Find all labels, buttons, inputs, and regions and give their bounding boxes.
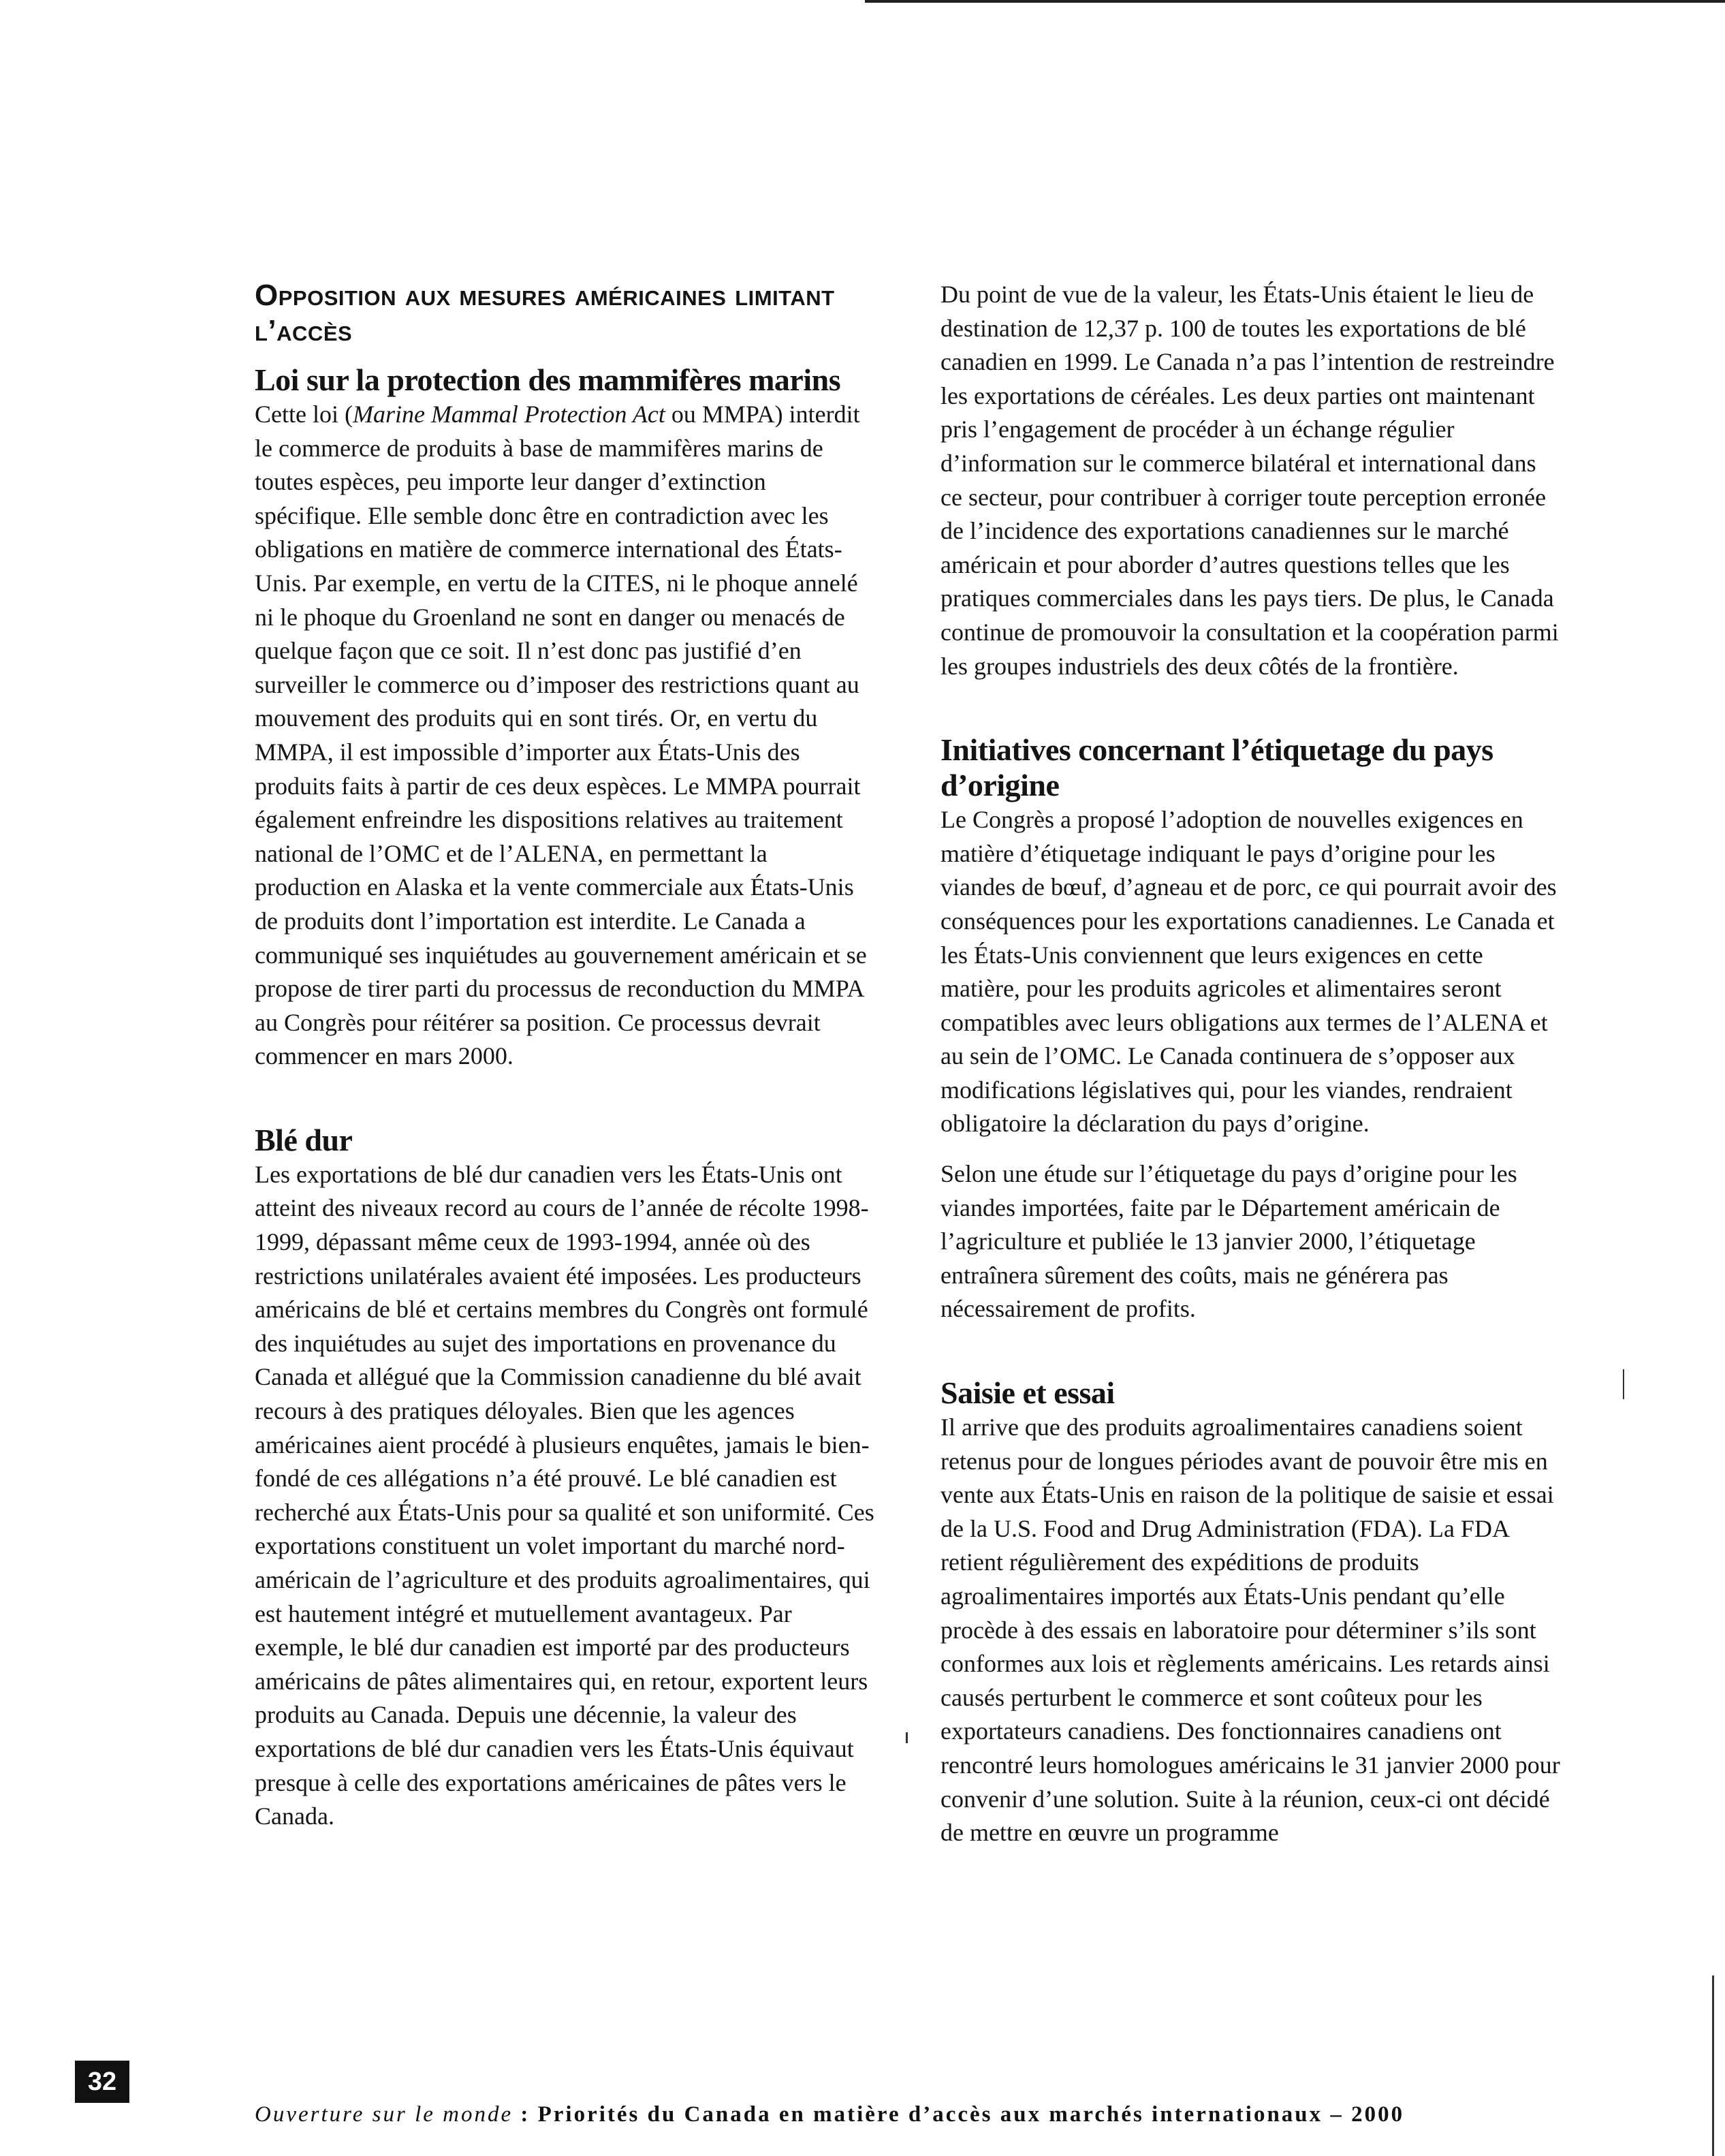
etiquetage-paragraph-2: Selon une étude sur l’étiquetage du pays d’origine pour les viandes importées, faite par le Département américain de l’agriculture et publiée le 13 janvier 2000, l’étiquetage entraînera sûrement des coûts, mais ne générera pas nécessairement de profits. [940, 1160, 1517, 1323]
section-heading: Opposition aux mesures américaines limitant l’accès [255, 279, 835, 347]
page-number: 32 [75, 2061, 129, 2103]
running-footer [255, 2101, 1549, 2128]
left-column [255, 278, 874, 1834]
mmpa-paragraph [255, 398, 874, 1074]
etiquetage-paragraph-1: Le Congrès a proposé l’adoption de nouvelles exigences en matière d’étiquetage indiquant le pays d’origine pour les viandes de bœuf, d’agneau et de porc, ce qui pourrait avoir des conséquences pour les exportations canadiennes. Le Canada et les États-Unis conviennent que leurs exigences en cette matière, pour les produits agricoles et alimentaires seront compatibles avec leurs obligations aux termes de l’ALENA et au sein de l’OMC. Le Canada continuera de s’opposer aux modifications législatives qui, pour les viandes, rendraient obligatoire la déclaration du pays d’origine. [940, 806, 1557, 1138]
right-column [940, 278, 1560, 1850]
scan-mark [906, 1732, 908, 1743]
etiquetage-heading: Initiatives concernant l’étiquetage du pays d’origine [940, 732, 1493, 803]
ble-dur-heading: Blé dur [255, 1122, 353, 1157]
mmpa-text-after: ou MMPA) interdit le commerce de produits à base de mammifères marins de toutes espèces, peu importe leur danger d’extinction spécifique. Elle semble donc être en contradiction avec les obligations en matière de commerce international des États-Unis. Par exemple, en vertu de la CITES, ni le phoque annelé ni le phoque du Groenland ne sont en danger ou menacés de quelque façon que ce soit. Il n’est donc pas justifié d’en surveiller le commerce ou d’imposer des restrictions quant au mouvement des produits qui en sont tirés. Or, en vertu du MMPA, il est impossible d’importer aux États-Unis des produits faits à partir de ces deux espèces. Le MMPA pourrait également enfreindre les dispositions relatives au traitement national de l’OMC et de l’ALENA, en permettant la production en Alaska et la vente commerciale aux États-Unis de produits dont l’importation est interdite. Le Canada a communiqué ses inquiétudes au gouvernement américain et se propose de tirer parti du processus de reconduction du MMPA au Congrès pour réitérer sa position. Ce processus devrait commencer en mars 2000. [255, 401, 867, 1070]
saisie-heading: Saisie et essai [940, 1375, 1115, 1411]
ble-dur-paragraph: Les exportations de blé dur canadien vers les États-Unis ont atteint des niveaux record au cours de l’année de récolte 1998-1999, dépassant même ceux de 1993-1994, année où des restrictions unilatérales avaient été imposées. Les producteurs américains de blé et certains membres du Congrès ont formulé des inquiétudes au sujet des importations en provenance du Canada et allégué que la Commission canadienne du blé avait recours à des pratiques déloyales. Bien que les agences américaines aient procédé à plusieurs enquêtes, jamais le bien-fondé de ces allégations n’a été prouvé. Le blé canadien est recherché aux États-Unis pour sa qualité et son uniformité. Ces exportations constituent un volet important du marché nord-américain de l’agriculture et des produits agroalimentaires, qui est hautement intégré et mutuellement avantageux. Par exemple, le blé dur canadien est importé par des producteurs américains de pâtes alimentaires qui, en retour, exportent leurs produits au Canada. Depuis une décennie, la valeur des exportations de blé dur canadien vers les États-Unis équivaut presque à celle des exportations américaines de pâtes vers le Canada. [255, 1160, 874, 1830]
saisie-paragraph: Il arrive que des produits agroalimentaires canadiens soient retenus pour de longues périodes avant de pouvoir être mis en vente aux États-Unis en raison de la politique de saisie et essai de la U.S. Food and Drug Administration (FDA). La FDA retient régulièrement des expéditions de produits agroalimentaires importés aux États-Unis pendant qu’elle procède à des essais en laboratoire pour déterminer s’ils sont conformes aux lois et règlements américains. Les retards ainsi causés perturbent le commerce et sont coûteux pour les exportateurs canadiens. Des fonctionnaires canadiens ont rencontré leurs homologues américains le 31 janvier 2000 pour convenir d’une solution. Suite à la réunion, ceux-ci ont décidé de mettre en œuvre un programme [940, 1413, 1560, 1847]
right-edge-line [1712, 1975, 1714, 2156]
footer-title-italic: Ouverture sur le monde [255, 2102, 513, 2127]
mmpa-heading: Loi sur la protection des mammifères marins [255, 362, 841, 397]
mmpa-text-before: Cette loi ( [255, 401, 353, 428]
footer-title-rest: : Priorités du Canada en matière d’accès aux marchés internationaux – 2000 [513, 2102, 1405, 2127]
top-border-line [865, 0, 1725, 3]
scan-mark [1623, 1369, 1624, 1399]
ble-dur-continued-paragraph: Du point de vue de la valeur, les États-Unis étaient le lieu de destination de 12,37 p. 100 de toutes les exportations de blé canadien en 1999. Le Canada n’a pas l’intention de restreindre les exportations de céréales. Les deux parties ont maintenant pris l’engagement de procéder à un échange régulier d’information sur le commerce bilatéral et international dans ce secteur, pour contribuer à corriger toute perception erronée de l’incidence des exportations canadiennes sur le marché américain et pour aborder d’autres questions telles que les pratiques commerciales dans les pays tiers. De plus, le Canada continue de promouvoir la consultation et la coopération parmi les groupes industriels des deux côtés de la frontière. [940, 281, 1559, 680]
mmpa-text-italic: Marine Mammal Protection Act [352, 401, 665, 428]
